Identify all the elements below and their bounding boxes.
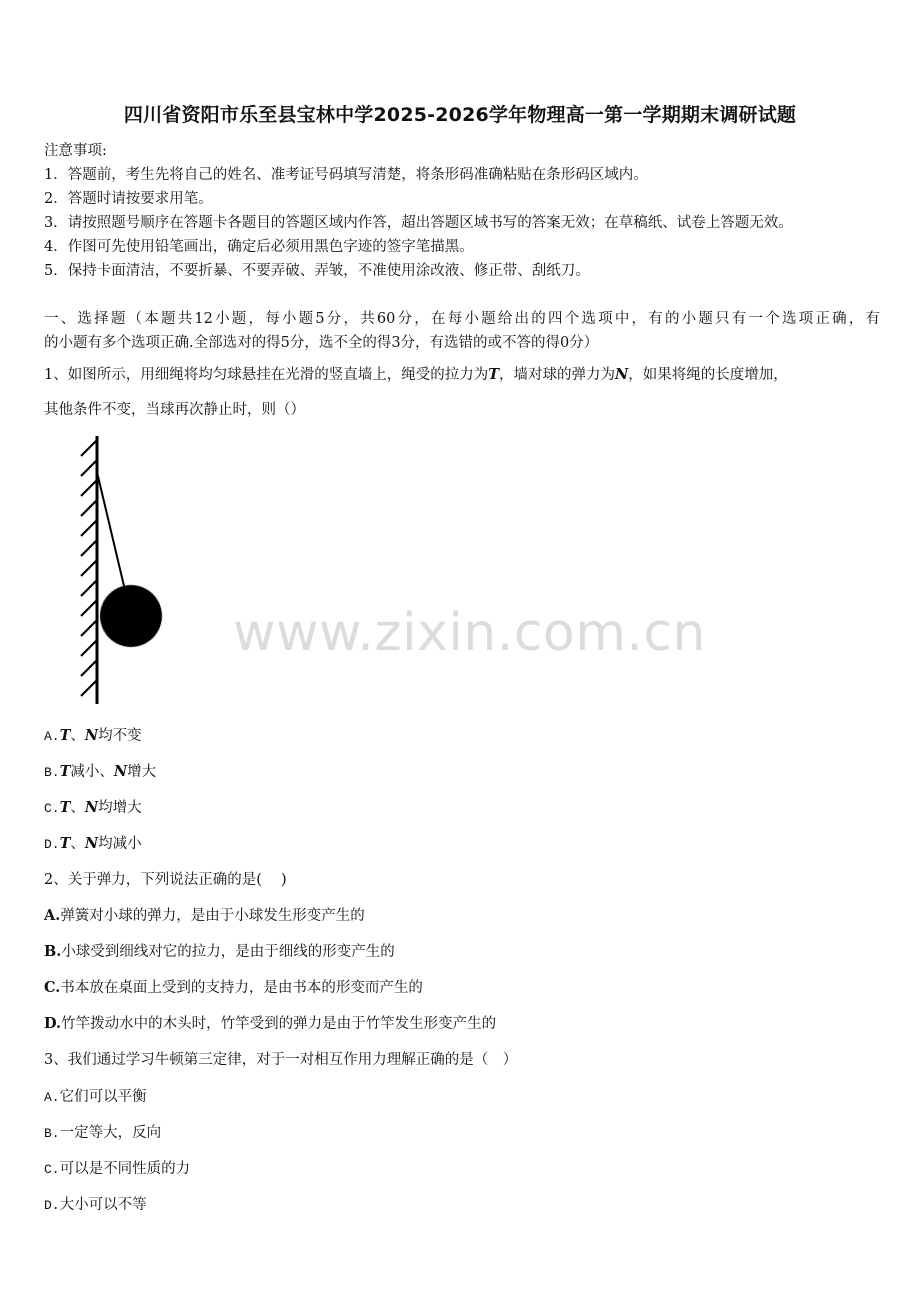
section1-instructions-line2: 的小题有多个选项正确.全部选对的得5分，选不全的得3分，有选错的或不答的得0分） [44,335,599,351]
q1-option-d: D.T、N均减小 [44,835,142,852]
q3-option-a: A.它们可以平衡 [44,1089,147,1105]
watermark: www.zixin.com.cn [233,603,706,663]
q1-var-N: N [615,366,629,383]
page-title: 四川省资阳市乐至县宝林中学2025-2026学年物理高一第一学期期末调研试题 [123,104,797,126]
q3-option-d: D.大小可以不等 [44,1197,147,1213]
notice-item-4: 4．作图可先使用铅笔画出，确定后必须用黑色字迹的签字笔描黑。 [44,239,474,255]
section1-instructions-line1: 一、选择题（本题共12小题，每小题5分，共60分，在每小题给出的四个选项中，有的小题只有一个选项正确，有 [44,311,880,327]
q2-option-c: C.书本放在桌面上受到的支持力，是由书本的形变而产生的 [44,979,423,996]
q2-option-d: D.竹竿拨动水中的木头时，竹竿受到的弹力是由于竹竿发生形变产生的 [44,1015,497,1032]
wall-hatching [81,440,97,696]
q1-var-T: T [488,366,500,383]
notice-heading: 注意事项: [44,143,107,159]
q1-option-a: A.T、N均不变 [44,727,142,744]
q1-stem-part-a: 1、如图所示，用细绳将均匀球悬挂在光滑的竖直墙上，绳受的拉力为 [44,367,489,383]
wall-ball-figure [74,434,174,710]
q1-stem-part-c: ，如果将绳的长度增加， [628,367,788,383]
notice-item-5: 5．保持卡面清洁，不要折暴、不要弄破、弄皱，不准使用涂改液、修正带、刮纸刀。 [44,263,590,279]
question-1-stem-line2: 其他条件不变，当球再次静止时，则（） [44,402,305,418]
notice-item-2: 2．答题时请按要求用笔。 [44,191,213,207]
notice-item-3: 3．请按照题号顺序在答题卡各题目的答题区域内作答，超出答题区域书写的答案无效；在草稿纸、试卷上答题无效。 [44,215,793,231]
q1-option-b: B.T减小、N增大 [44,763,157,780]
q2-option-a: A.弹簧对小球的弹力，是由于小球发生形变产生的 [44,907,365,924]
notice-item-1: 1．答题前，考生先将自己的姓名、准考证号码填写清楚，将条形码准确粘贴在条形码区域内。 [44,167,648,183]
question-3-stem: 3、我们通过学习牛顿第三定律，对于一对相互作用力理解正确的是（ ） [44,1052,518,1068]
rope-line [97,472,124,586]
q3-option-b: B.一定等大，反向 [44,1125,162,1141]
q2-option-b: B.小球受到细线对它的拉力，是由于细线的形变产生的 [44,943,395,960]
q1-option-c: C.T、N均增大 [44,799,142,816]
ball [100,585,162,647]
question-2-stem: 2、关于弹力，下列说法正确的是( ) [44,872,287,888]
q1-stem-part-b: ，墙对球的弹力为 [499,367,616,383]
q3-option-c: C.可以是不同性质的力 [44,1161,191,1177]
question-1-stem-line1 [44,363,788,384]
